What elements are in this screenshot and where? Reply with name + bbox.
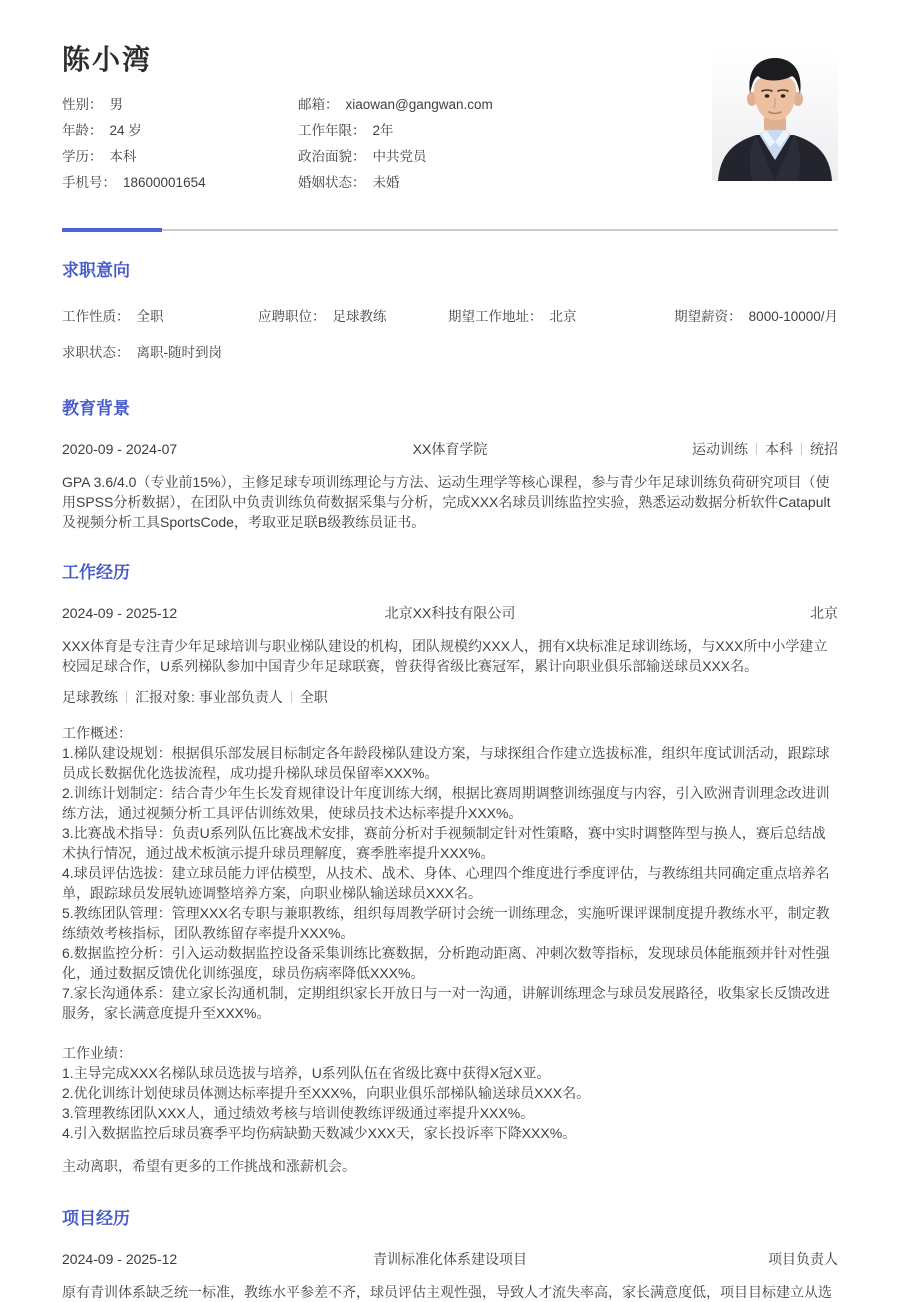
work-achievements: [62, 1043, 838, 1143]
info-label: 工作年限：: [298, 123, 366, 138]
work-position: 足球教练: [62, 689, 118, 705]
education-description: GPA 3.6/4.0（专业前15%），主修足球专项训练理论与方法、运动生理学等核心课程，参与青少年足球训练负荷研究项目（使用SPSS分析数据），在团队中负责训练负荷数据采集与分析，完成XXX名球员训练监控实验，熟悉运动数据分析软件Catapult及视频分析工具SportsCode，考取亚足联B级教练员证书。: [62, 474, 831, 530]
info-value: 男: [109, 97, 123, 112]
info-row-email: [298, 98, 493, 112]
separator-bar: [126, 691, 127, 703]
info-row-marital-status: [298, 176, 493, 190]
education-degree-info: [622, 442, 838, 457]
info-value: xiaowan@gangwan.com: [345, 97, 493, 112]
info-row-phone: [62, 176, 298, 190]
work-overview-item: 5.教练团队管理：管理XXX名专职与兼职教练，组织每周教学研讨会统一训练理念，实施听课评课制度提升教练水平，制定教练绩效考核指标，团队教练留存率提升XXX%。: [62, 905, 830, 941]
intent-label: 应聘职位：: [258, 309, 326, 324]
info-label: 婚姻状态：: [298, 175, 366, 190]
separator-bar: [801, 443, 802, 455]
work-position-row: [62, 689, 838, 705]
intent-label: 期望工作地址：: [448, 309, 543, 324]
intent-expected-salary: [660, 309, 838, 324]
education-meta-row: [62, 442, 838, 457]
intent-target-city: [448, 309, 660, 324]
info-value: 未婚: [372, 175, 400, 190]
separator-bar: [756, 443, 757, 455]
work-period: 2024-09 - 2025-12: [62, 605, 178, 621]
section-education: [62, 400, 838, 532]
education-admission-type: 统招: [810, 441, 839, 457]
intent-value: 足球教练: [332, 309, 387, 324]
work-overview: [62, 723, 838, 1023]
divider-gray-line: [62, 229, 838, 231]
work-achievement-item: 4.引入数据监控后球员赛季平均伤病缺勤天数减少XXX天，家长投诉率下降XXX%。: [62, 1125, 577, 1141]
info-row-gender: [62, 98, 298, 112]
info-label: 年龄：: [62, 123, 103, 138]
divider-blue-accent: [62, 228, 162, 232]
work-overview-item: 6.数据监控分析：引入运动数据监控设备采集训练比赛数据，分析跑动距离、冲刺次数等指标，发现球员体能瓶颈并针对性强化，通过数据反馈优化训练强度，球员伤病率降低XXX%。: [62, 945, 830, 981]
work-achievement-item: 2.优化训练计划使球员体测达标率提升至XXX%，向职业俱乐部梯队输送球员XXX名。: [62, 1085, 591, 1101]
work-leave-reason: 主动离职，希望有更多的工作挑战和涨薪机会。: [62, 1158, 356, 1174]
info-value: 24 岁: [109, 123, 142, 138]
work-employment-type: 全职: [299, 689, 328, 705]
section-job-intent: [62, 262, 838, 360]
info-value: 18600001654: [123, 175, 206, 190]
personal-info-left-column: [62, 98, 298, 202]
work-overview-item: 2.训练计划制定：结合青少年生长发育规律设计年度训练大纲，根据比赛周期调整训练强度与内容，引入欧洲青训理念改进训练方法，通过视频分析工具评估训练效果，使球员技术达标率提升XXX%。: [62, 785, 830, 821]
info-row-political-status: [298, 150, 493, 164]
intent-label: 期望薪资：: [674, 309, 742, 324]
section-title-education: 教育背景: [62, 399, 130, 418]
intent-value: 离职-随时到岗: [136, 345, 222, 360]
company-intro: XXX体育是专注青少年足球培训与职业梯队建设的机构，团队规模约XXX人，拥有X块标准足球训练场，与XXX所中小学建立校园足球合作，U系列梯队参加中国青少年足球联赛，曾获得省级比赛冠军，累计向职业俱乐部输送球员XXX名。: [62, 638, 828, 674]
resume-header: [62, 0, 838, 202]
job-intent-row: [62, 309, 838, 324]
info-label: 手机号：: [62, 175, 116, 190]
project-meta-row: [62, 1252, 838, 1267]
candidate-name: 陈小湾: [62, 44, 153, 75]
work-overview-item: 1.梯队建设规划：根据俱乐部发展目标制定各年龄段梯队建设方案，与球探组合作建立选拔标准，组织年度试训活动，跟踪球员成长数据优化选拔流程，成功提升梯队球员保留率XXX%。: [62, 745, 830, 781]
section-title-job-intent: 求职意向: [62, 261, 130, 280]
section-work-experience: [62, 564, 838, 1176]
separator-bar: [291, 691, 292, 703]
work-achievements-title: 工作业绩：: [62, 1045, 132, 1061]
profile-photo-image: [712, 50, 838, 181]
work-overview-item: 7.家长沟通体系：建立家长沟通机制，定期组织家长开放日与一对一沟通，讲解训练理念与球员发展路径，收集家长反馈改进服务，家长满意度提升至XXX%。: [62, 985, 830, 1021]
info-label: 学历：: [62, 149, 103, 164]
project-role: 项目负责人: [768, 1251, 839, 1267]
info-row-degree: [62, 150, 298, 164]
work-overview-item: 3.比赛战术指导：负责U系列队伍比赛战术安排，赛前分析对手视频制定针对性策略，赛中实时调整阵型与换人，赛后总结战术执行情况，通过战术板演示提升球员理解度，赛季胜率提升XXX%。: [62, 825, 826, 861]
personal-info-right-column: [298, 98, 493, 202]
section-title-work: 工作经历: [62, 563, 130, 582]
work-location: 北京: [810, 605, 839, 621]
intent-value: 北京: [549, 309, 577, 324]
project-name: 青训标准化体系建设项目: [373, 1251, 527, 1267]
info-value: 中共党员: [372, 149, 427, 164]
section-title-project: 项目经历: [62, 1209, 130, 1228]
personal-info-grid: [62, 98, 493, 202]
info-label: 邮箱：: [298, 97, 339, 112]
profile-photo: [712, 50, 838, 181]
intent-label: 求职状态：: [62, 345, 130, 360]
education-school: XX体育学院: [412, 441, 488, 457]
education-degree: 本科: [765, 441, 794, 457]
work-achievement-item: 1.主导完成XXX名梯队球员选拔与培养，U系列队伍在省级比赛中获得X冠X亚。: [62, 1065, 551, 1081]
info-label: 政治面貌：: [298, 149, 366, 164]
education-major: 运动训练: [692, 441, 749, 457]
project-description: 原有青训体系缺乏统一标准，教练水平参差不齐，球员评估主观性强，导致人才流失率高，家长满意度低，项目目标建立从选: [62, 1284, 832, 1300]
header-divider: [62, 228, 838, 232]
intent-job-status: [62, 345, 838, 360]
info-label: 性别：: [62, 97, 103, 112]
intent-value: 全职: [136, 309, 164, 324]
header-text-block: [62, 38, 493, 202]
info-row-age: [62, 124, 298, 138]
work-achievement-item: 3.管理教练团队XXX人，通过绩效考核与培训使教练评级通过率提升XXX%。: [62, 1105, 535, 1121]
work-overview-title: 工作概述：: [62, 725, 132, 741]
project-period: 2024-09 - 2025-12: [62, 1251, 178, 1267]
work-meta-row: [62, 606, 838, 621]
section-project-experience: [62, 1210, 838, 1302]
education-period: 2020-09 - 2024-07: [62, 441, 178, 457]
work-company: 北京XX科技有限公司: [384, 605, 516, 621]
info-value: 2年: [372, 123, 394, 138]
intent-target-position: [258, 309, 448, 324]
intent-label: 工作性质：: [62, 309, 130, 324]
work-report-to: 汇报对象: 事业部负责人: [135, 689, 283, 705]
intent-work-type: [62, 309, 258, 324]
intent-value: 8000-10000/月: [748, 309, 838, 324]
work-overview-item: 4.球员评估选拔：建立球员能力评估模型，从技术、战术、身体、心理四个维度进行季度评估，与教练组共同确定重点培养名单，跟踪球员发展轨迹调整培养方案，向职业梯队输送球员XXX名。: [62, 865, 830, 901]
info-value: 本科: [109, 149, 137, 164]
info-row-experience-years: [298, 124, 493, 138]
